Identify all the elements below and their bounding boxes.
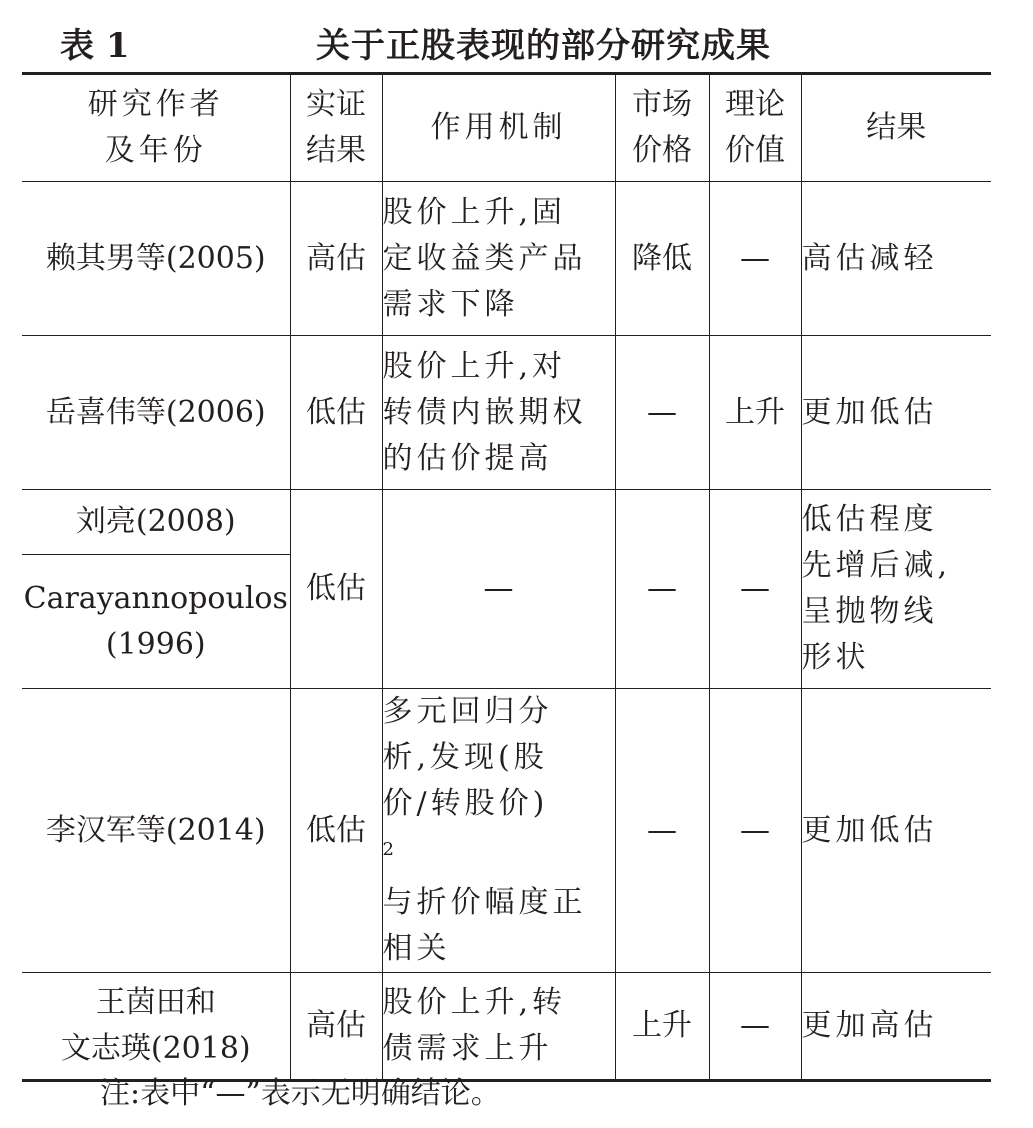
cell-market-price: 上升 (615, 973, 709, 1081)
cell-market-price: 降低 (615, 182, 709, 336)
cell-empirical: 低估 (290, 490, 382, 689)
cell-empirical: 高估 (290, 973, 382, 1081)
cell-result: 低估程度 先增后减, 呈抛物线 形状 (801, 490, 991, 689)
cell-author: Carayannopoulos (1996) (22, 555, 290, 689)
cell-author: 李汉军等(2014) (22, 689, 290, 973)
cell-theoretical-value: 上升 (709, 336, 801, 490)
cell-market-price: — (615, 490, 709, 689)
cell-empirical: 高估 (290, 182, 382, 336)
table-number: 表 1 (60, 26, 130, 66)
header-empirical: 实证 结果 (290, 74, 382, 182)
cell-result: 更加低估 (801, 689, 991, 973)
header-theoretical-value: 理论 价值 (709, 74, 801, 182)
cell-theoretical-value: — (709, 182, 801, 336)
table-row (22, 689, 991, 973)
header-author: 研究作者 及年份 (22, 74, 290, 182)
table-caption (0, 0, 1033, 70)
table-note: 注:表中“—”表示无明确结论。 (100, 1076, 501, 1111)
table-title: 关于正股表现的部分研究成果 (316, 26, 771, 66)
cell-result: 更加低估 (801, 336, 991, 490)
cell-theoretical-value: — (709, 689, 801, 973)
header-row (22, 74, 991, 182)
research-results-table (22, 72, 991, 1082)
cell-mechanism: 股价上升,固 定收益类产品 需求下降 (382, 182, 615, 336)
cell-theoretical-value: — (709, 490, 801, 689)
cell-theoretical-value: — (709, 973, 801, 1081)
cell-empirical: 低估 (290, 336, 382, 490)
cell-mechanism: 股价上升,转 债需求上升 (382, 973, 615, 1081)
table-row (22, 490, 991, 555)
cell-author: 赖其男等(2005) (22, 182, 290, 336)
cell-mechanism: 多元回归分 析,发现(股 价/转股价) $^2$ 与折价幅度正 相关 (382, 689, 615, 973)
table-row (22, 336, 991, 490)
header-result: 结果 (801, 74, 991, 182)
cell-mechanism: — (382, 490, 615, 689)
cell-author: 岳喜伟等(2006) (22, 336, 290, 490)
cell-author: 王茵田和 文志瑛(2018) (22, 973, 290, 1081)
cell-result: 高估减轻 (801, 182, 991, 336)
cell-empirical: 低估 (290, 689, 382, 973)
table-row (22, 973, 991, 1081)
header-market-price: 市场 价格 (615, 74, 709, 182)
cell-market-price: — (615, 689, 709, 973)
table-row (22, 182, 991, 336)
header-mechanism: 作用机制 (382, 74, 615, 182)
cell-author: 刘亮(2008) (22, 490, 290, 555)
cell-result: 更加高估 (801, 973, 991, 1081)
cell-market-price: — (615, 336, 709, 490)
cell-mechanism: 股价上升,对 转债内嵌期权 的估价提高 (382, 336, 615, 490)
